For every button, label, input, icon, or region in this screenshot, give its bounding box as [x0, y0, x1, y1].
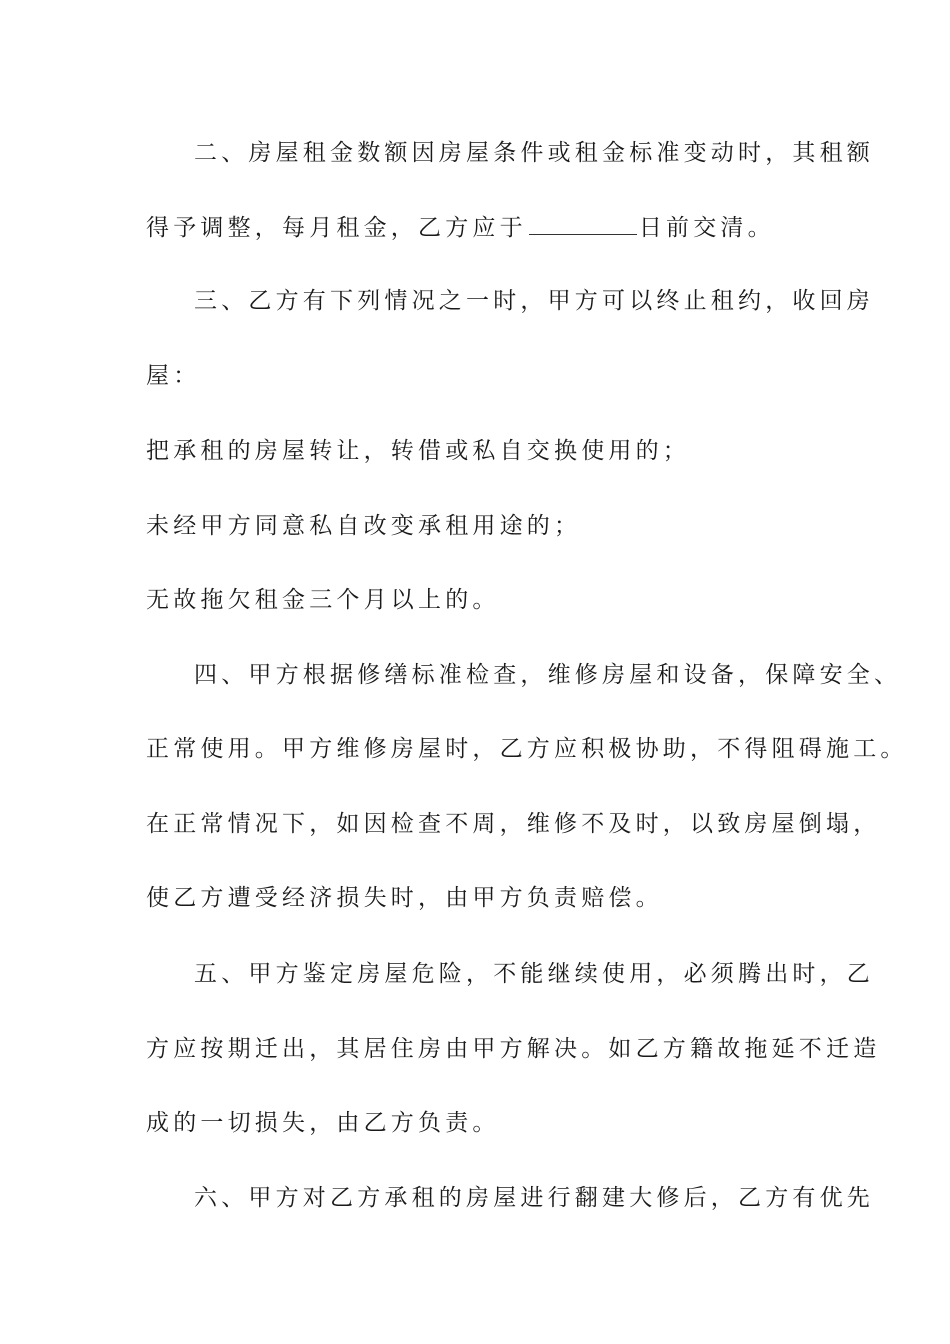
paragraph-2-line-2 — [146, 212, 826, 243]
condition-item-2: 未经甲方同意私自改变承租用途的； — [146, 513, 582, 539]
paragraph-3-line-2: 屋： — [146, 363, 201, 389]
paragraph-2-line-1: 二、房屋租金数额因房屋条件或租金标准变动时，其租额 — [194, 140, 874, 166]
paragraph-3-line-1: 三、乙方有下列情况之一时，甲方可以终止租约，收回房 — [194, 288, 874, 314]
paragraph-5-line-1: 五、甲方鉴定房屋危险，不能继续使用，必须腾出时，乙 — [194, 961, 874, 987]
rent-text-before-blank: 得予调整，每月租金，乙方应于 — [146, 215, 527, 241]
condition-item-1: 把承租的房屋转让，转借或私自交换使用的； — [146, 438, 690, 464]
paragraph-5-line-3: 成的一切损失，由乙方负责。 — [146, 1110, 500, 1136]
rent-text-after-blank: 日前交清。 — [638, 215, 775, 241]
paragraph-5-line-2: 方应按期迁出，其居住房由甲方解决。如乙方籍故拖延不迁造 — [146, 1036, 881, 1062]
paragraph-4-line-3: 在正常情况下，如因检查不周，维修不及时，以致房屋倒塌， — [146, 811, 881, 837]
paragraph-4-line-1: 四、甲方根据修缮标准检查，维修房屋和设备，保障安全、 — [194, 662, 902, 688]
paragraph-6-line-1: 六、甲方对乙方承租的房屋进行翻建大修后，乙方有优先 — [194, 1185, 874, 1211]
paragraph-4-line-4: 使乙方遭受经济损失时，由甲方负责赔偿。 — [146, 885, 663, 911]
condition-item-3: 无故拖欠租金三个月以上的。 — [146, 587, 500, 613]
paragraph-4-line-2: 正常使用。甲方维修房屋时，乙方应积极协助，不得阻碍施工。 — [146, 736, 908, 762]
payment-date-blank — [529, 212, 637, 235]
